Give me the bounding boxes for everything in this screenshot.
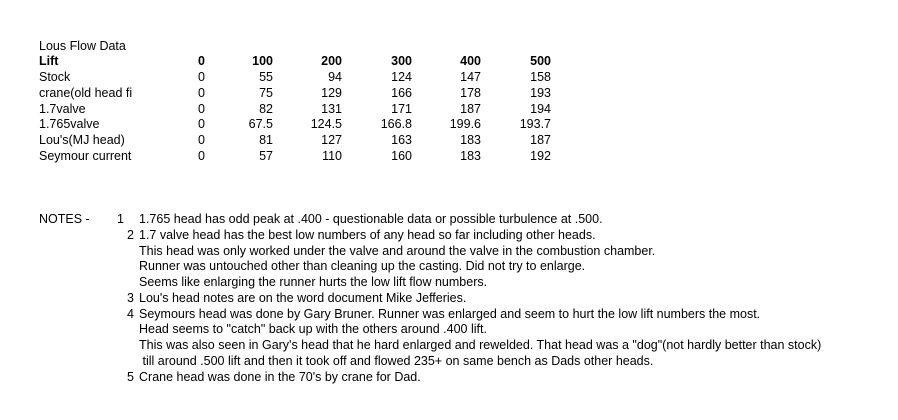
notes-label: NOTES - [39,212,90,226]
header-col-200: 200 [321,54,342,68]
note-number: 3 [127,291,134,305]
row-label: Lou's(MJ head) [39,133,125,147]
row-label: Stock [39,70,71,84]
note-line: 1.7 valve head has the best low numbers of any head so far including other heads. [139,228,596,242]
note-line: 1.765 head has odd peak at .400 - questionable data or possible turbulence at .500. [139,212,603,226]
note-line: This was also seen in Gary's head that he hard enlarged and rewelded. That head was a "dog"(not hardly better than stock) [139,338,822,352]
table-cell: 178 [460,86,481,100]
table-cell: 0 [198,117,205,131]
table-cell: 94 [328,70,342,84]
table-cell: 0 [198,149,205,163]
table-cell: 131 [321,102,342,116]
table-cell: 57 [259,149,273,163]
table-cell: 81 [259,133,273,147]
header-col-100: 100 [252,54,273,68]
note-line: Runner was untouched other than cleaning up the casting. Did not try to enlarge. [139,259,586,273]
row-label: Seymour current [39,149,132,163]
table-cell: 110 [322,149,342,163]
table-cell: 129 [321,86,342,100]
table-cell: 183 [460,133,481,147]
table-cell: 193.7 [519,117,551,131]
header-lift-label: Lift [39,54,59,68]
table-cell: 67.5 [248,117,273,131]
table-cell: 0 [198,102,205,116]
table-cell: 124.5 [310,117,342,131]
note-number: 4 [127,307,134,321]
table-cell: 183 [460,149,481,163]
table-cell: 187 [530,133,551,147]
table-cell: 193 [530,86,551,100]
table-cell: 0 [198,133,205,147]
table-cell: 171 [391,102,412,116]
table-cell: 194 [530,102,551,116]
header-col-0: 0 [198,54,205,68]
table-cell: 127 [321,133,342,147]
table-cell: 187 [460,102,481,116]
table-cell: 163 [391,133,412,147]
note-line: Crane head was done in the 70's by crane for Dad. [139,370,421,384]
table-cell: 199.6 [449,117,481,131]
note-line: This head was only worked under the valve and around the valve in the combustion chamber. [139,244,656,258]
table-cell: 158 [530,70,551,84]
row-label: 1.765valve [39,117,100,131]
table-cell: 55 [259,70,273,84]
note-number: 5 [127,370,134,384]
table-cell: 166 [391,86,412,100]
note-line: till around .500 lift and then it took off and flowed 235+ on same bench as Dads other heads. [139,354,654,368]
table-cell: 192 [530,149,551,163]
table-cell: 160 [391,149,412,163]
table-cell: 82 [259,102,273,116]
sheet-title: Lous Flow Data [39,39,126,53]
note-number: 1 [117,212,124,226]
row-label: 1.7valve [39,102,86,116]
table-cell: 0 [198,70,205,84]
header-col-300: 300 [391,54,412,68]
note-number: 2 [127,228,134,242]
table-cell: 75 [259,86,273,100]
note-line: Head seems to "catch" back up with the others around .400 lift. [139,322,487,336]
note-line: Seems like enlarging the runner hurts the low lift flow numbers. [139,275,488,289]
table-cell: 124 [391,70,412,84]
header-col-400: 400 [460,54,481,68]
table-cell: 166.8 [380,117,412,131]
table-cell: 0 [198,86,205,100]
row-label: crane(old head fi [39,86,133,100]
header-col-500: 500 [530,54,551,68]
note-line: Lou's head notes are on the word document Mike Jefferies. [139,291,467,305]
note-line: Seymours head was done by Gary Bruner. Runner was enlarged and seem to hurt the low lift numbers the most. [139,307,761,321]
table-cell: 147 [460,70,481,84]
